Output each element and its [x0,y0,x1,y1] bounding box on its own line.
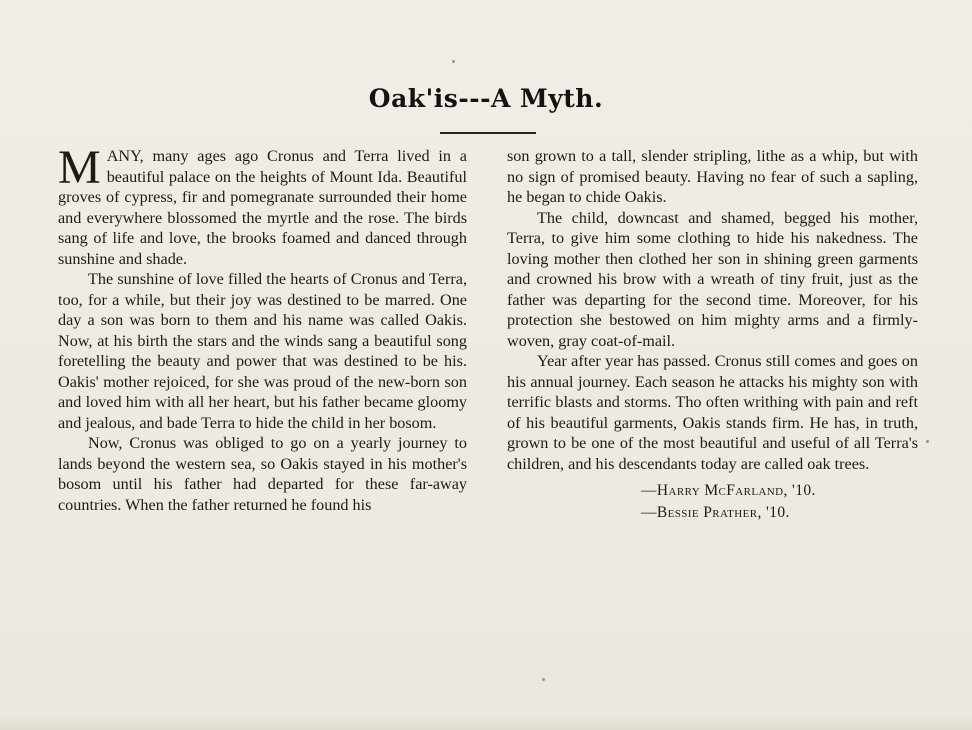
drop-cap: M [58,141,101,194]
title-underline [440,132,536,134]
paragraph-1 [58,141,467,269]
paper-speck [926,440,929,443]
right-column [507,146,918,524]
signature-1: —Harry McFarland, '10. [641,482,816,499]
paragraph-6: Year after year has passed. Cronus still comes and goes on his annual journey. Each season he attacks his mighty son with terrific blasts and storms. Tho often writhing with pain and reft of his beautiful garments, Oakis stands firm. He has, in truth, grown to be one of the most beautiful and useful of all Terra's children, and his descendants today are called oak trees. [507,352,918,473]
paper-speck [452,60,455,63]
left-column [58,141,467,515]
page-bottom-edge [0,716,972,730]
signature-2: —Bessie Prather, '10. [641,504,790,521]
signature-block [507,480,918,524]
paper-speck [542,678,545,681]
paragraph-5: The child, downcast and shamed, begged his mother, Terra, to give him some clothing to hide his nakedness. The loving mother then clothed her son in shining green garments and crowned his brow with a wreath of tiny fruit, just as the father was departing for the second time. Moreover, for his protection she bestowed on him mighty arms and a firmly-woven, gray coat-of-mail. [507,208,918,350]
paragraph-2: The sunshine of love filled the hearts of Cronus and Terra, too, for a while, but their joy was destined to be marred. One day a son was born to them and his name was called Oakis. Now, at his birth the stars and the winds sang a beautiful song foretelling the beauty and power that was destined to be his. Oakis' mother rejoiced, for she was proud of the new-born son and loved him with all her heart, but his father became gloomy and jealous, and bade Terra to hide the child in her bosom. [58,270,467,432]
paragraph-4: son grown to a tall, slender stripling, lithe as a whip, but with no sign of promised beauty. Having no fear of such a sapling, he began to chide Oakis. [507,147,918,206]
paragraph-1-text: ANY, many ages ago Cronus and Terra lived in a beautiful palace on the heights of Mount Ida. Beautiful groves of cypress, fir and pomegranate surrounded their home and everywhere blossomed the myrtle and the rose. The birds sang of life and love, the brooks foamed and danced through sunshine and shade. [58,147,467,268]
article-title: Oak'is---A Myth. [368,84,604,113]
paragraph-3: Now, Cronus was obliged to go on a yearly journey to lands beyond the western sea, so Oakis stayed in his mother's bosom until his father had departed for these far-away countries. When the father returned he found his [58,434,467,514]
